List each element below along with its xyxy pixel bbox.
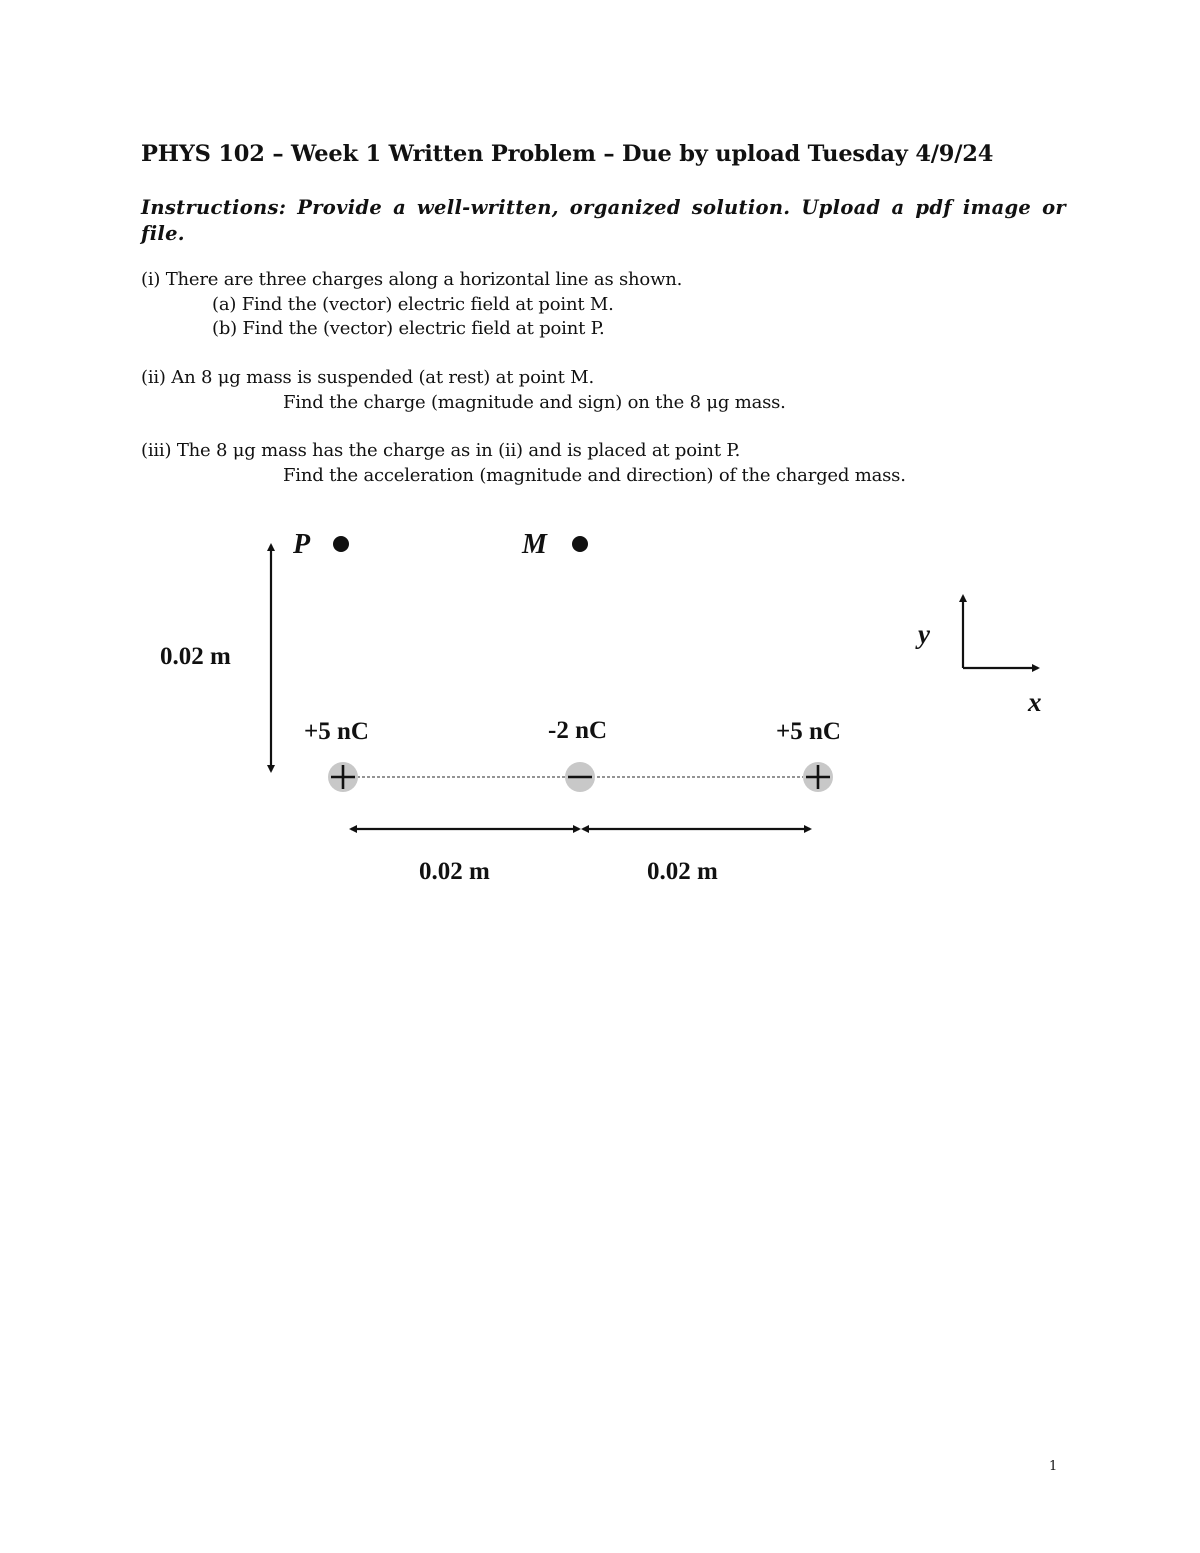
problem-i-part-a: (a) Find the (vector) electric field at point M. bbox=[212, 294, 614, 315]
point-m-label: M bbox=[522, 529, 547, 560]
charge-2-label: -2 nC bbox=[548, 717, 608, 744]
positive-charge-1 bbox=[328, 762, 358, 792]
point-m-dot bbox=[572, 536, 588, 552]
page-title: PHYS 102 – Week 1 Written Problem – Due by upload Tuesday 4/9/24 bbox=[141, 141, 994, 167]
coordinate-axes bbox=[915, 596, 1042, 717]
positive-charge-2 bbox=[803, 762, 833, 792]
charge-1-label: +5 nC bbox=[304, 718, 369, 745]
problem-i-part-b: (b) Find the (vector) electric field at point P. bbox=[212, 318, 605, 339]
charge-3-label: +5 nC bbox=[776, 718, 841, 745]
y-axis-label: y bbox=[918, 619, 930, 649]
point-p-label: P bbox=[293, 529, 311, 560]
negative-charge bbox=[565, 762, 595, 792]
problem-iii-text: (iii) The 8 μg mass has the charge as in (ii) and is placed at point P. bbox=[141, 440, 741, 461]
spacing-label-right: 0.02 m bbox=[647, 858, 718, 885]
vertical-distance-label: 0.02 m bbox=[160, 643, 231, 670]
point-p-dot bbox=[333, 536, 349, 552]
instructions-text: Instructions: Provide a well-written, organized solution. Upload a pdf image or file. bbox=[141, 196, 1066, 245]
problem-ii-task: Find the charge (magnitude and sign) on the 8 μg mass. bbox=[283, 392, 786, 413]
x-axis-label: x bbox=[1028, 687, 1042, 717]
problem-iii-task: Find the acceleration (magnitude and direction) of the charged mass. bbox=[283, 465, 906, 486]
problem-ii-text: (ii) An 8 μg mass is suspended (at rest) at point M. bbox=[141, 367, 594, 388]
problem-i-text: (i) There are three charges along a horizontal line as shown. bbox=[141, 269, 683, 290]
page-number: 1 bbox=[1049, 1459, 1058, 1474]
spacing-label-left: 0.02 m bbox=[419, 858, 490, 885]
